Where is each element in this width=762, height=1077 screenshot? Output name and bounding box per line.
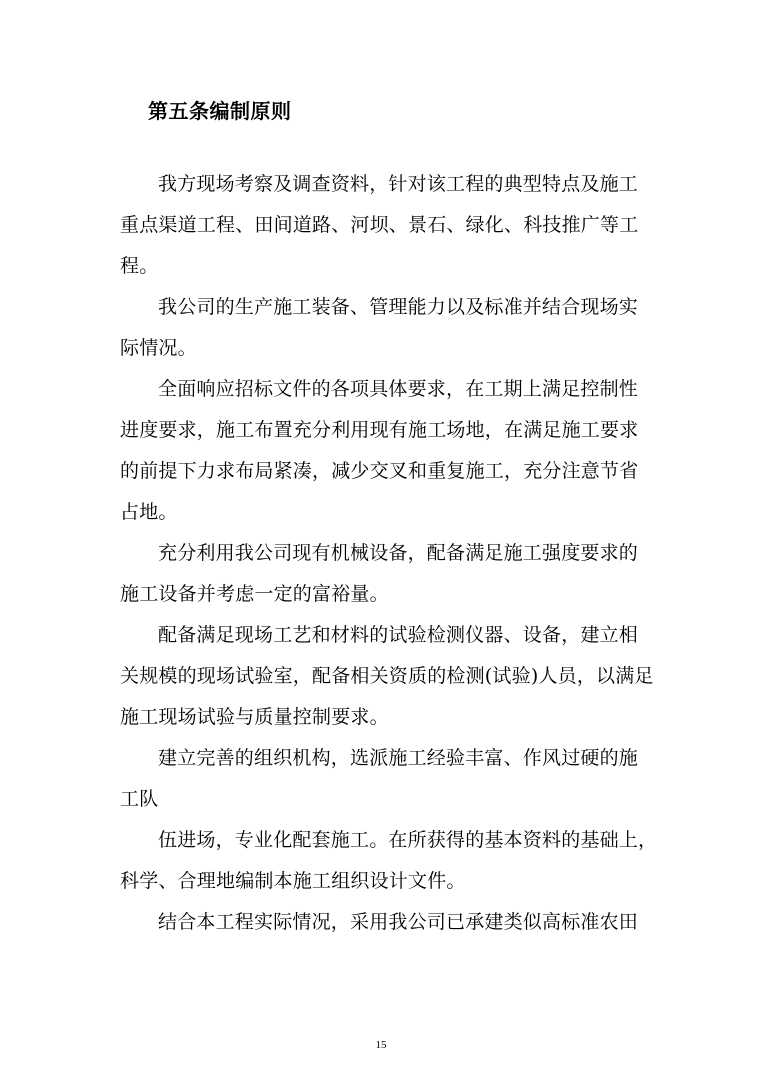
body-line: 工队 (120, 788, 159, 810)
body-line: 我方现场考察及调查资料，针对该工程的典型特点及施工 (158, 173, 639, 195)
body-line: 关规模的现场试验室，配备相关资质的检测(试验)人员，以满足 (120, 665, 654, 687)
body-line: 施工现场试验与质量控制要求。 (120, 706, 389, 728)
page-number: 15 (375, 1039, 387, 1051)
body-line: 科学、合理地编制本施工组织设计文件。 (120, 870, 466, 892)
section-heading: 第五条编制原则 (148, 99, 292, 123)
body-line: 施工设备并考虑一定的富裕量。 (120, 583, 389, 605)
body-line: 进度要求，施工布置充分利用现有施工场地，在满足施工要求 (120, 419, 639, 441)
body-line: 全面响应招标文件的各项具体要求，在工期上满足控制性 (158, 378, 639, 400)
body-line: 建立完善的组织机构，选派施工经验丰富、作风过硬的施 (158, 747, 639, 769)
body-line: 程。 (120, 255, 159, 277)
body-line: 我公司的生产施工装备、管理能力以及标准并结合现场实 (158, 296, 639, 318)
body-line: 结合本工程实际情况，采用我公司已承建类似高标准农田 (158, 911, 639, 933)
body-line: 重点渠道工程、田间道路、河坝、景石、绿化、科技推广等工 (120, 214, 639, 236)
body-line: 配备满足现场工艺和材料的试验检测仪器、设备，建立相 (158, 624, 639, 646)
body-line: 的前提下力求布局紧凑，减少交叉和重复施工，充分注意节省 (120, 460, 639, 482)
body-line: 充分利用我公司现有机械设备，配备满足施工强度要求的 (158, 542, 639, 564)
body-line: 际情况。 (120, 337, 197, 359)
body-line: 伍进场，专业化配套施工。在所获得的基本资料的基础上， (158, 829, 658, 851)
body-line: 占地。 (120, 501, 178, 523)
